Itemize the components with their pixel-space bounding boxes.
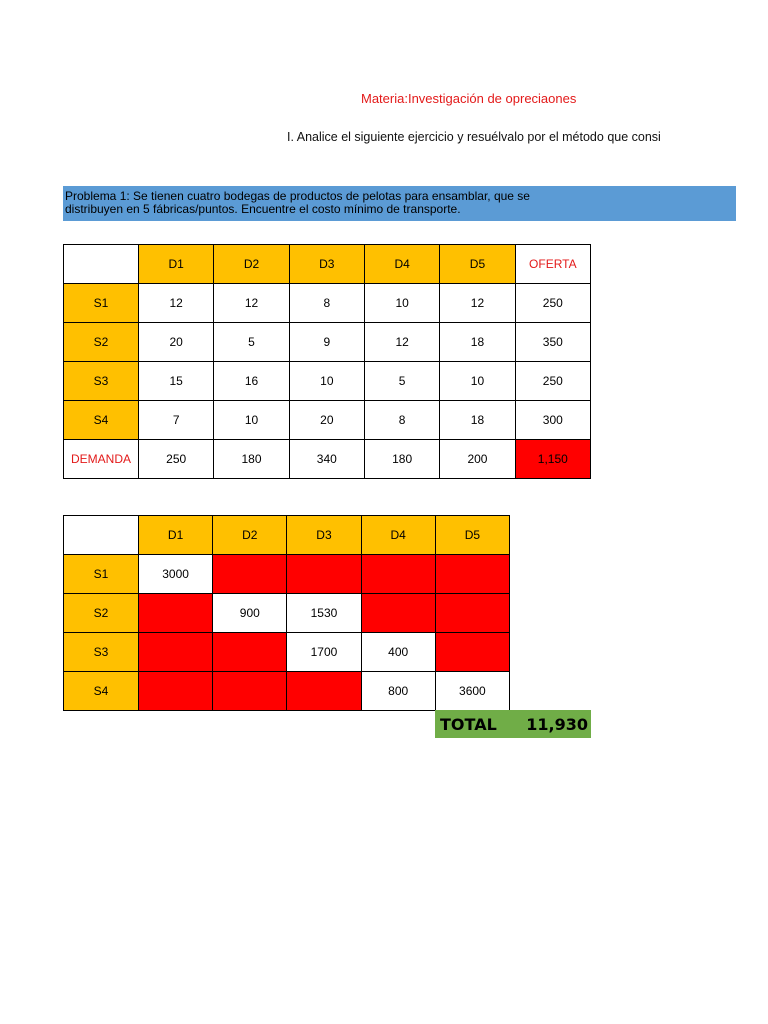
alloc-cell: 800 (361, 672, 435, 711)
cost-header-row (64, 245, 591, 284)
demand-label: DEMANDA (64, 440, 139, 479)
corner-cell (64, 516, 139, 555)
cost-cell: 7 (139, 401, 214, 440)
blocked-cell (361, 555, 435, 594)
cost-cell: 8 (289, 284, 364, 323)
cost-cell: 18 (440, 401, 515, 440)
alloc-row (64, 633, 510, 672)
cost-cell: 12 (364, 323, 439, 362)
supply-header: OFERTA (515, 245, 590, 284)
cost-cell: 8 (364, 401, 439, 440)
row-header: S3 (64, 633, 139, 672)
cost-cell: 18 (440, 323, 515, 362)
row-header: S2 (64, 323, 139, 362)
cost-cell: 12 (214, 284, 289, 323)
cost-cell: 12 (139, 284, 214, 323)
column-header: D2 (214, 245, 289, 284)
grand-total-cell: 1,150 (515, 440, 590, 479)
supply-cell: 250 (515, 284, 590, 323)
blocked-cell (361, 594, 435, 633)
alloc-row (64, 594, 510, 633)
row-header: S1 (64, 555, 139, 594)
column-header: D5 (440, 245, 515, 284)
demand-cell: 200 (440, 440, 515, 479)
column-header: D3 (289, 245, 364, 284)
blocked-cell (213, 672, 287, 711)
problem-line-1: Problema 1: Se tienen cuatro bodegas de productos de pelotas para ensamblar, que se (65, 189, 530, 203)
cost-cell: 20 (289, 401, 364, 440)
alloc-cell: 3600 (435, 672, 509, 711)
cost-row (64, 323, 591, 362)
row-header: S1 (64, 284, 139, 323)
blocked-cell (287, 555, 361, 594)
cost-table (63, 244, 591, 479)
cost-cell: 10 (364, 284, 439, 323)
cost-cell: 10 (440, 362, 515, 401)
problem-line-2: distribuyen en 5 fábricas/puntos. Encuentre el costo mínimo de transporte. (65, 202, 461, 216)
cost-cell: 16 (214, 362, 289, 401)
column-header: D4 (361, 516, 435, 555)
row-header: S3 (64, 362, 139, 401)
row-header: S2 (64, 594, 139, 633)
cost-cell: 5 (364, 362, 439, 401)
corner-cell (64, 245, 139, 284)
column-header: D4 (364, 245, 439, 284)
cost-cell: 10 (214, 401, 289, 440)
blocked-cell (139, 672, 213, 711)
allocation-table (63, 515, 510, 711)
blocked-cell (139, 633, 213, 672)
demand-row (64, 440, 591, 479)
cost-cell: 20 (139, 323, 214, 362)
problem-statement (63, 186, 736, 221)
cost-cell: 5 (214, 323, 289, 362)
row-header: S4 (64, 401, 139, 440)
cost-cell: 9 (289, 323, 364, 362)
alloc-cell: 1700 (287, 633, 361, 672)
row-header: S4 (64, 672, 139, 711)
column-header: D3 (287, 516, 361, 555)
blocked-cell (435, 633, 509, 672)
demand-cell: 340 (289, 440, 364, 479)
total-value: 11,930 (526, 714, 588, 734)
blocked-cell (287, 672, 361, 711)
supply-cell: 300 (515, 401, 590, 440)
demand-cell: 180 (214, 440, 289, 479)
alloc-cell: 3000 (139, 555, 213, 594)
demand-cell: 180 (364, 440, 439, 479)
blocked-cell (435, 594, 509, 633)
cost-row (64, 362, 591, 401)
alloc-header-row (64, 516, 510, 555)
cost-row (64, 401, 591, 440)
supply-cell: 350 (515, 323, 590, 362)
demand-cell: 250 (139, 440, 214, 479)
cost-cell: 15 (139, 362, 214, 401)
subject-title: Materia:Investigación de opreciaones (361, 91, 577, 106)
cost-cell: 10 (289, 362, 364, 401)
column-header: D1 (139, 245, 214, 284)
cost-cell: 12 (440, 284, 515, 323)
total-box (435, 710, 591, 738)
alloc-cell: 400 (361, 633, 435, 672)
instruction-text: I. Analice el siguiente ejercicio y resuélvalo por el método que consi (287, 130, 661, 144)
blocked-cell (435, 555, 509, 594)
blocked-cell (213, 633, 287, 672)
total-label: TOTAL (440, 714, 497, 734)
blocked-cell (213, 555, 287, 594)
blocked-cell (139, 594, 213, 633)
column-header: D1 (139, 516, 213, 555)
alloc-row (64, 672, 510, 711)
column-header: D5 (435, 516, 509, 555)
supply-cell: 250 (515, 362, 590, 401)
cost-row (64, 284, 591, 323)
alloc-row (64, 555, 510, 594)
alloc-cell: 1530 (287, 594, 361, 633)
column-header: D2 (213, 516, 287, 555)
alloc-cell: 900 (213, 594, 287, 633)
